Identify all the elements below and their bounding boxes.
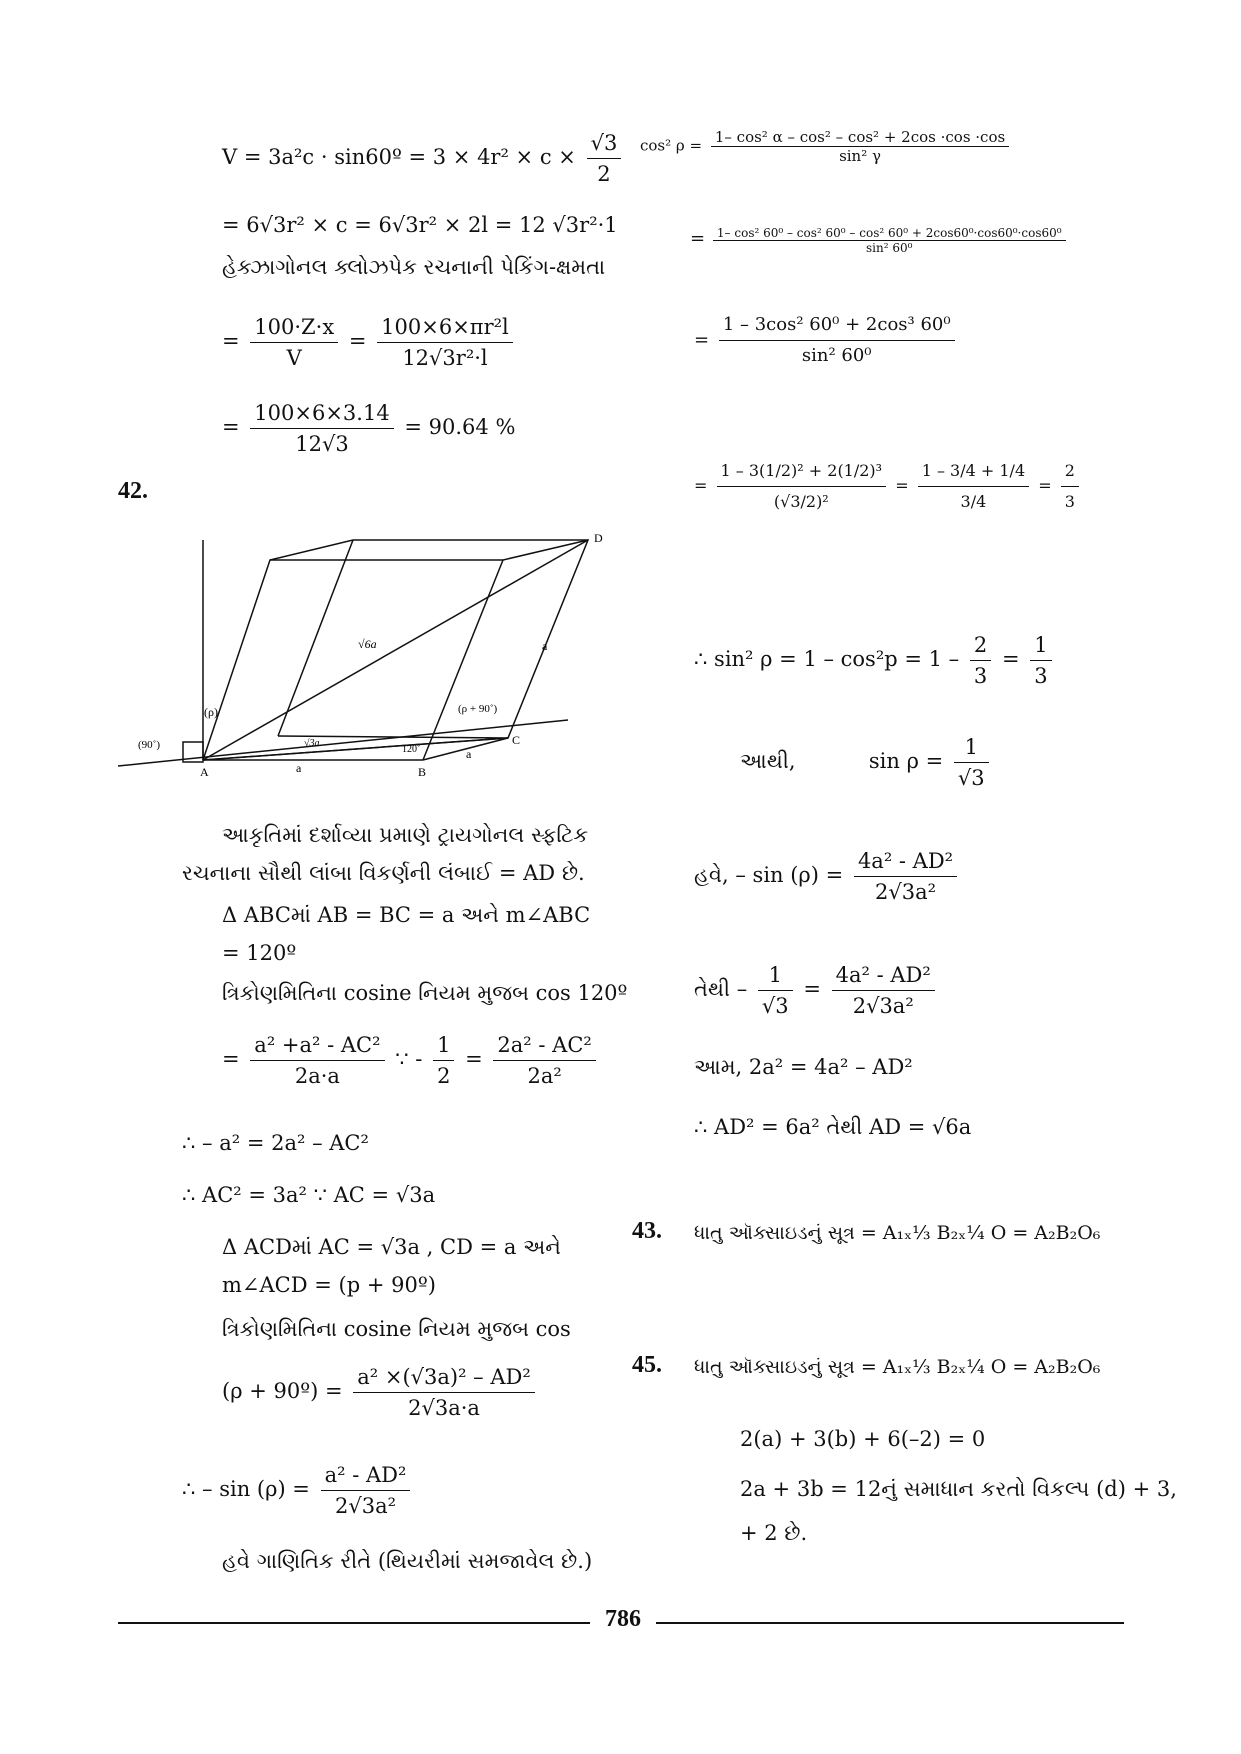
- label-rho: (ρ): [204, 705, 218, 719]
- now-line: હવે, – sin (ρ) = $\frac{\text{4a² - AD²}}{\text{2√3a²}}$: [694, 846, 961, 907]
- label-a-bc: a: [466, 747, 472, 761]
- efficiency-line2: = $\frac{100\times 6\times 3.14}{12√3}$ = 90.64 %: [222, 398, 515, 459]
- result-1: ∴ – a² = 2a² – AC²: [182, 1131, 369, 1155]
- row3-equation: = $\frac{\text{1 – 3cos² 60⁰ + 2cos³ 60⁰}}{\text{sin² 60⁰}}$: [694, 310, 959, 371]
- ad-line: ∴ AD² = 6a² તેથી AD = √6a: [694, 1115, 972, 1139]
- label-rho-90: (ρ + 90˚): [458, 703, 498, 715]
- cos-equation-3: (ρ + 90º) = $\frac{\text{a² ×(√3a)² – AD²}}{2√3a\cdot a}$: [222, 1362, 539, 1423]
- thus-line: આમ, 2a² = 4a² – AD²: [694, 1055, 913, 1079]
- v-equation: V = 3a²c · sin60º = 3 × 4r² × c × $\frac{√3}{2}$: [222, 128, 625, 189]
- label-a-cd: a: [542, 639, 548, 653]
- footer-rule-left: [118, 1622, 590, 1624]
- row2-equation: = $\frac{\text{1– cos² 60⁰ – cos² 60⁰ – cos² 60⁰ + 2cos60⁰·cos60⁰·cos60⁰}}{\text{sin² 60⁰}}$: [690, 226, 1070, 255]
- result-2: ∴ AC² = 3a² ∵ AC = √3a: [182, 1183, 436, 1207]
- question-43-text: ધાતુ ઑક્સાઇડનું સૂત્ર = A₁ₓ⅓ B₂ₓ¼ O = A₂B₂O₆: [694, 1222, 1101, 1244]
- label-C: C: [512, 733, 521, 747]
- question-45-number: 45.: [632, 1352, 662, 1378]
- footer-rule-right: [656, 1622, 1124, 1624]
- question-45-line3: + 2 છે.: [740, 1521, 808, 1545]
- label-A: A: [200, 765, 209, 779]
- final-line: હવે ગાણિતિક રીતે (થિયરીમાં સમજાવેલ છે.): [222, 1549, 593, 1573]
- cos2rho-equation: cos² ρ = $\frac{\text{1– cos² α – cos² – cos² + 2cos ·cos ·cos}}{\text{sin² γ}}$: [640, 128, 1013, 165]
- label-120: 120˚: [402, 744, 421, 755]
- v-fraction: $\frac{√3}{2}$: [587, 128, 622, 189]
- abc-line2: = 120º: [222, 941, 297, 965]
- page-number: 786: [605, 1606, 641, 1632]
- label-B: B: [418, 765, 427, 779]
- trigonal-crystal-diagram: [118, 520, 618, 780]
- question-42-number: 42.: [118, 478, 148, 504]
- label-diagonal: √6a: [358, 637, 377, 651]
- hcp-heading: હેક્ઝાગોનલ ક્લોઝપેક રચનાની પેકિંગ-ક્ષમતા: [222, 255, 606, 279]
- label-root3a: √3a: [304, 738, 320, 749]
- label-90: (90˚): [138, 739, 160, 751]
- label-a-ab: a: [296, 761, 302, 775]
- cos-rule-1: ત્રિકોણમિતિના cosine નિયમ મુજબ cos 120º: [222, 981, 628, 1005]
- para-line1: આકૃતિમાં દર્શાવ્યા પ્રમાણે ટ્રાયગોનલ સ્ફટિક: [222, 823, 589, 847]
- label-D: D: [594, 531, 603, 545]
- question-45-text: ધાતુ ઑક્સાઇડનું સૂત્ર = A₁ₓ⅓ B₂ₓ¼ O = A₂B₂O₆: [694, 1356, 1101, 1378]
- efficiency-line1: = $\frac{100\cdot Z\cdot x}{V}$ = $\frac{\text{100×6×πr²l}}{\text{12√3r²·l}}$: [222, 312, 517, 373]
- cos-rule-2: ત્રિકોણમિતિના cosine નિયમ મુજબ cos: [222, 1317, 571, 1341]
- abc-line1: Δ ABCમાં AB = BC = a અને m∠ABC: [222, 903, 591, 927]
- so-line: તેથી – $\frac{1}{√3}$ = $\frac{\text{4a² - AD²}}{\text{2√3a²}}$: [694, 960, 939, 1021]
- question-45-line1: 2(a) + 3(b) + 6(–2) = 0: [740, 1427, 986, 1451]
- cos-equation-1: = $\frac{\text{a² +a² - AC²}}{2a\cdot a}$ ∵ - $\frac{1}{2}$ = $\frac{\text{2a² - AC²}}{\text{2a²}}$: [222, 1030, 600, 1091]
- v-line2: = 6√3r² × c = 6√3r² × 2l = 12 √3r²·1: [222, 213, 618, 237]
- question-45-line2: 2a + 3b = 12નું સમાધાન કરતો વિકલ્પ (d) + 3,: [740, 1477, 1177, 1501]
- sin-equation: ∴ – sin (ρ) = $\frac{\text{a² - AD²}}{\text{2√3a²}}$: [182, 1460, 414, 1521]
- para-line2: રચનાના સૌથી લાંબા વિકર્ણની લંબાઈ = AD છે.: [182, 861, 585, 885]
- question-43-number: 43.: [632, 1218, 662, 1244]
- acd-line2: m∠ACD = (p + 90º): [222, 1273, 436, 1297]
- hence-line: આથી, sin ρ = $\frac{1}{√3}$: [740, 732, 993, 793]
- acd-line1: Δ ACDમાં AC = √3a , CD = a અને: [222, 1235, 561, 1259]
- sin2-equation: ∴ sin² ρ = 1 – cos²p = 1 – $\frac{2}{3}$ = $\frac{1}{3}$: [694, 630, 1056, 691]
- row4-equation: = $\frac{\text{1 – 3(1/2)² + 2(1/2)³}}{\text{(√3/2)²}}$ = $\frac{1 - 3/4 + 1/4}{3/4}$ = $\frac{2}{3}$: [694, 456, 1083, 517]
